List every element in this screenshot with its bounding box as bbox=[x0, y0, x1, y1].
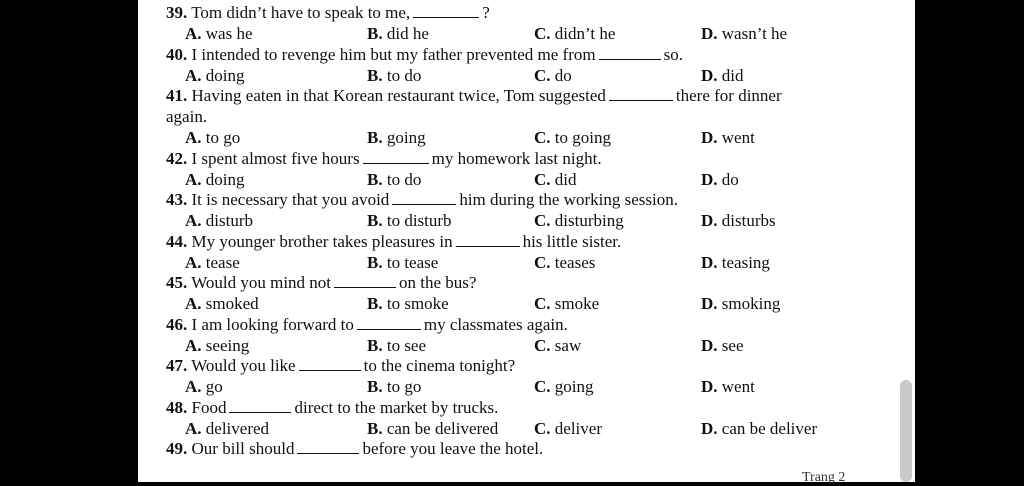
answer-blank bbox=[297, 439, 359, 454]
option-c bbox=[534, 377, 594, 397]
answer-blank bbox=[392, 190, 456, 205]
option-d bbox=[701, 66, 744, 86]
option-a bbox=[185, 170, 245, 190]
option-text: going bbox=[554, 377, 594, 396]
option-letter: C. bbox=[534, 24, 551, 43]
answer-blank bbox=[609, 86, 673, 101]
option-text: smoke bbox=[554, 294, 600, 313]
answer-blank bbox=[413, 3, 479, 18]
option-a bbox=[185, 419, 269, 439]
option-text: to tease bbox=[386, 252, 439, 272]
question-text-after-blank: there for dinner bbox=[675, 86, 782, 105]
option-c bbox=[534, 336, 581, 356]
question-41 bbox=[166, 86, 905, 106]
option-text: went bbox=[721, 377, 755, 396]
option-letter: C. bbox=[534, 128, 551, 147]
option-letter: C. bbox=[534, 418, 551, 438]
option-letter: A. bbox=[185, 377, 202, 396]
question-number: 39. bbox=[166, 3, 188, 22]
question-number: 44. bbox=[166, 231, 188, 251]
option-letter: D. bbox=[701, 211, 718, 230]
option-text: to smoke bbox=[386, 294, 449, 313]
question-39 bbox=[166, 3, 905, 23]
option-c bbox=[534, 66, 572, 86]
answer-blank bbox=[599, 45, 661, 60]
answer-blank bbox=[334, 273, 396, 288]
option-text: saw bbox=[554, 335, 582, 355]
question-49 bbox=[166, 439, 905, 459]
option-text: teasing bbox=[721, 252, 770, 272]
question-text-after-blank: before you leave the hotel. bbox=[362, 439, 544, 458]
answer-blank bbox=[363, 149, 429, 164]
option-letter: A. bbox=[185, 252, 202, 272]
option-letter: D. bbox=[701, 252, 718, 272]
option-letter: C. bbox=[534, 377, 551, 396]
question-number: 43. bbox=[166, 190, 188, 209]
option-letter: C. bbox=[534, 335, 551, 355]
option-letter: D. bbox=[701, 169, 718, 189]
document-page bbox=[138, 0, 915, 485]
page-footer: Trang 2 bbox=[802, 470, 846, 485]
option-b bbox=[367, 377, 421, 397]
question-40 bbox=[166, 45, 905, 65]
answer-blank bbox=[357, 315, 421, 330]
question-43 bbox=[166, 190, 905, 210]
option-letter: A. bbox=[185, 211, 202, 230]
option-text: to do bbox=[386, 169, 422, 189]
question-47 bbox=[166, 356, 905, 376]
option-letter: C. bbox=[534, 294, 551, 313]
question-text-after-blank: to the cinema tonight? bbox=[363, 356, 516, 375]
option-a bbox=[185, 211, 253, 231]
option-text: delivered bbox=[205, 418, 270, 438]
option-letter: B. bbox=[367, 169, 383, 189]
option-d bbox=[701, 128, 755, 148]
option-b bbox=[367, 419, 498, 439]
option-a bbox=[185, 128, 240, 148]
option-letter: B. bbox=[367, 65, 383, 85]
option-text: disturb bbox=[205, 211, 254, 230]
option-a bbox=[185, 66, 245, 86]
option-text: did he bbox=[386, 24, 429, 43]
question-text-after-blank: my classmates again. bbox=[423, 314, 568, 334]
option-text: deliver bbox=[554, 418, 602, 438]
question-text-after-blank: so. bbox=[663, 44, 683, 64]
option-text: disturbs bbox=[721, 211, 776, 230]
option-letter: A. bbox=[185, 294, 202, 313]
option-letter: C. bbox=[534, 252, 551, 272]
option-d bbox=[701, 336, 744, 356]
question-text: Would you like bbox=[191, 356, 296, 375]
question-text: I intended to revenge him but my father prevented me from bbox=[191, 44, 596, 64]
option-letter: B. bbox=[367, 128, 383, 147]
option-letter: B. bbox=[367, 252, 383, 272]
option-text: did bbox=[554, 169, 577, 189]
option-letter: B. bbox=[367, 211, 383, 230]
question-48 bbox=[166, 398, 905, 418]
option-a bbox=[185, 253, 240, 273]
option-b bbox=[367, 66, 421, 86]
question-text: Our bill should bbox=[191, 439, 295, 458]
option-letter: C. bbox=[534, 211, 551, 230]
question-42 bbox=[166, 149, 905, 169]
option-letter: A. bbox=[185, 65, 202, 85]
question-44 bbox=[166, 232, 905, 252]
option-letter: A. bbox=[185, 24, 202, 43]
question-text-after-blank: his little sister. bbox=[522, 231, 622, 251]
option-d bbox=[701, 419, 817, 439]
option-letter: D. bbox=[701, 377, 718, 396]
option-letter: D. bbox=[701, 65, 718, 85]
question-46 bbox=[166, 315, 905, 335]
option-letter: D. bbox=[701, 418, 718, 438]
question-number: 46. bbox=[166, 314, 188, 334]
option-letter: C. bbox=[534, 169, 551, 189]
question-text: Tom didn’t have to speak to me, bbox=[191, 3, 411, 22]
option-letter: D. bbox=[701, 24, 718, 43]
option-text: disturbing bbox=[554, 211, 624, 230]
option-text: tease bbox=[205, 252, 240, 272]
option-letter: D. bbox=[701, 128, 718, 147]
option-b bbox=[367, 128, 426, 148]
question-text: Food bbox=[191, 397, 227, 417]
option-c bbox=[534, 24, 615, 44]
option-b bbox=[367, 294, 449, 314]
option-d bbox=[701, 24, 787, 44]
option-text: to disturb bbox=[386, 211, 452, 230]
option-c bbox=[534, 211, 624, 231]
option-text: do bbox=[721, 169, 739, 189]
option-text: see bbox=[721, 335, 744, 355]
option-d bbox=[701, 294, 780, 314]
option-letter: A. bbox=[185, 335, 202, 355]
option-text: to go bbox=[386, 377, 422, 396]
option-text: smoked bbox=[205, 294, 259, 313]
option-text: did bbox=[721, 65, 744, 85]
question-text: I spent almost five hours bbox=[191, 148, 360, 168]
option-letter: B. bbox=[367, 24, 383, 43]
option-text: to go bbox=[205, 128, 241, 147]
question-text-after-blank: on the bus? bbox=[399, 273, 477, 292]
option-a bbox=[185, 294, 259, 314]
option-b bbox=[367, 170, 421, 190]
question-text-after-blank: direct to the market by trucks. bbox=[294, 397, 499, 417]
option-text: didn’t he bbox=[554, 24, 616, 43]
option-letter: C. bbox=[534, 65, 551, 85]
option-text: seeing bbox=[205, 335, 250, 355]
option-text: to do bbox=[386, 65, 422, 85]
question-number: 42. bbox=[166, 148, 188, 168]
option-d bbox=[701, 377, 755, 397]
question-number: 49. bbox=[166, 439, 188, 458]
question-text: I am looking forward to bbox=[191, 314, 354, 334]
answer-blank bbox=[229, 398, 291, 413]
option-text: going bbox=[386, 128, 426, 147]
option-text: can be deliver bbox=[721, 418, 818, 438]
question-number: 40. bbox=[166, 44, 188, 64]
question-text: Having eaten in that Korean restaurant twice, Tom suggested bbox=[191, 86, 606, 105]
option-letter: A. bbox=[185, 128, 202, 147]
question-45 bbox=[166, 273, 905, 293]
option-letter: D. bbox=[701, 335, 718, 355]
question-text-after-blank: ? bbox=[482, 3, 490, 22]
option-d bbox=[701, 211, 776, 231]
question-number: 45. bbox=[166, 273, 188, 292]
option-d bbox=[701, 253, 770, 273]
answer-blank bbox=[299, 356, 361, 371]
option-text: to see bbox=[386, 335, 427, 355]
question-number: 47. bbox=[166, 356, 188, 375]
option-c bbox=[534, 419, 602, 439]
question-text: My younger brother takes pleasures in bbox=[191, 231, 453, 251]
option-text: can be delivered bbox=[386, 418, 499, 438]
option-text: wasn’t he bbox=[721, 24, 788, 43]
option-text: went bbox=[721, 128, 755, 147]
option-c bbox=[534, 253, 595, 273]
option-b bbox=[367, 253, 438, 273]
option-c bbox=[534, 294, 599, 314]
option-c bbox=[534, 170, 577, 190]
option-c bbox=[534, 128, 611, 148]
option-text: do bbox=[554, 65, 572, 85]
option-letter: A. bbox=[185, 418, 202, 438]
option-letter: B. bbox=[367, 294, 383, 313]
answer-blank bbox=[456, 232, 520, 247]
option-text: teases bbox=[554, 252, 596, 272]
option-b bbox=[367, 336, 426, 356]
question-continuation: again. bbox=[166, 107, 208, 126]
option-d bbox=[701, 170, 739, 190]
question-number: 48. bbox=[166, 397, 188, 417]
option-a bbox=[185, 24, 253, 44]
option-text: to going bbox=[554, 128, 611, 147]
option-letter: D. bbox=[701, 294, 718, 313]
option-text: doing bbox=[205, 169, 245, 189]
option-letter: A. bbox=[185, 169, 202, 189]
option-text: doing bbox=[205, 65, 245, 85]
option-letter: B. bbox=[367, 418, 383, 438]
option-a bbox=[185, 336, 249, 356]
question-text: It is necessary that you avoid bbox=[191, 190, 390, 209]
option-b bbox=[367, 211, 452, 231]
question-text-after-blank: my homework last night. bbox=[431, 148, 602, 168]
option-letter: B. bbox=[367, 377, 383, 396]
question-text-after-blank: him during the working session. bbox=[459, 190, 678, 209]
vertical-scrollbar-thumb[interactable] bbox=[900, 380, 912, 482]
option-a bbox=[185, 377, 223, 397]
option-text: smoking bbox=[721, 294, 781, 313]
option-b bbox=[367, 24, 429, 44]
question-number: 41. bbox=[166, 86, 188, 105]
option-letter: B. bbox=[367, 335, 383, 355]
option-text: go bbox=[205, 377, 223, 396]
option-text: was he bbox=[205, 24, 253, 43]
question-text: Would you mind not bbox=[191, 273, 332, 292]
